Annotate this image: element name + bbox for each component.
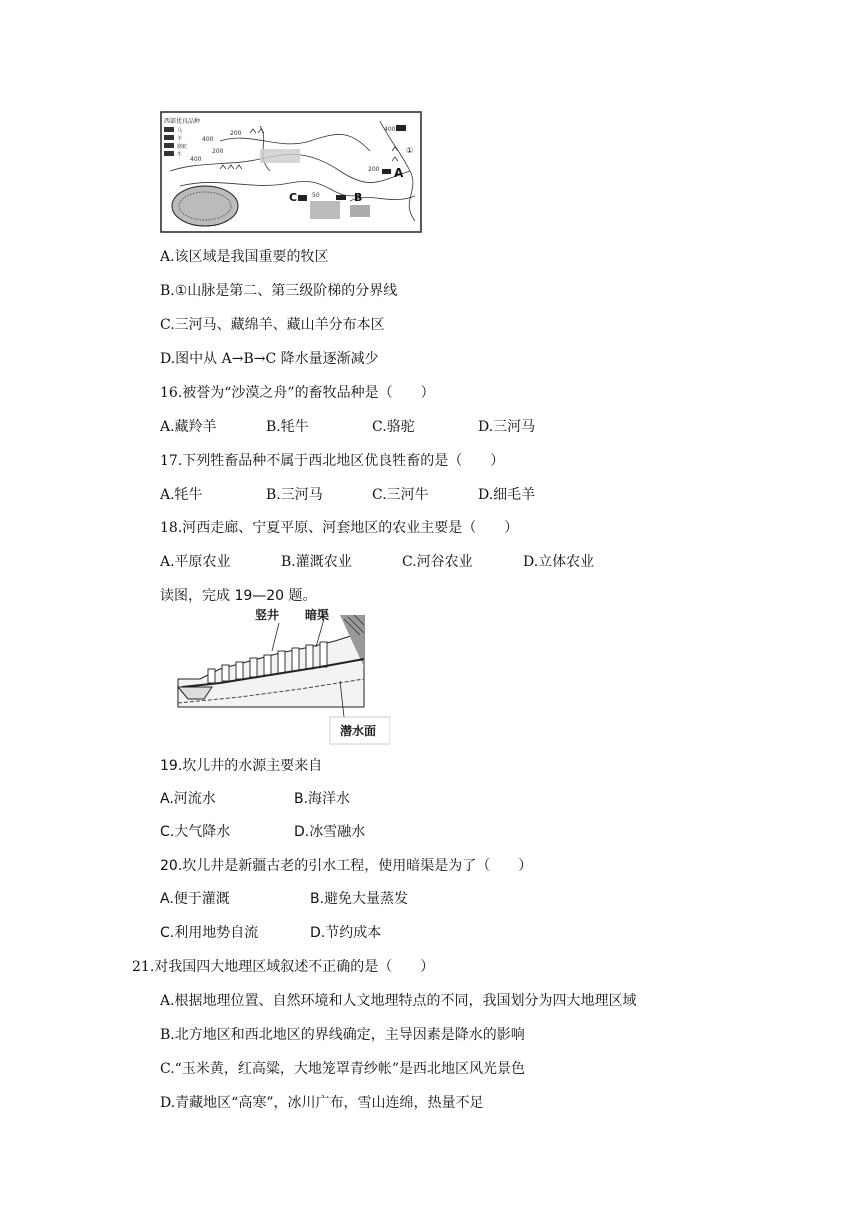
q21-option-b: B.北方地区和西北地区的界线确定，主导因素是降水的影响 [160,1027,525,1043]
q19-option-c: C.大气降水 [160,824,231,840]
livestock-map [160,111,422,233]
karez-svg [160,607,390,745]
q15-option-c: C.三河马、藏绵羊、藏山羊分布本区 [160,317,385,333]
q17-stem: 17.下列牲畜品种不属于西北地区优良牲畜的是（ ） [160,453,505,469]
q20-option-a: A.便于灌溉 [160,891,230,907]
contour-label: 400 [202,136,214,143]
contour-label: 400 [384,126,396,133]
q17-option-b: B.三河马 [266,487,323,503]
q20-option-b: B.避免大量蒸发 [310,891,409,907]
label-channel: 暗渠 [305,608,330,622]
q19-option-d: D.冰雪融水 [294,824,366,840]
legend-item-camel: 骆驼 [177,144,188,150]
q17-option-a: A.牦牛 [160,487,203,503]
q15-option-d: D.图中从 A→B→C 降水量逐渐减少 [160,351,379,367]
contour-label: 200 [230,130,242,137]
map-letter-c: C [289,191,298,204]
label-water-table: 潜水面 [340,724,377,738]
q15-option-a: A.该区域是我国重要的牧区 [160,249,329,265]
karez-diagram [160,607,390,745]
q18-option-a: A.平原农业 [160,554,231,570]
legend-item-sheep: 羊 [177,136,183,142]
q19-stem: 19.坎儿井的水源主要来自 [160,758,323,774]
q18-stem: 18.河西走廊、宁夏平原、河套地区的农业主要是（ ） [160,520,519,536]
map-svg [160,111,422,233]
intro-19-20: 读图，完成 19—20 题。 [160,588,317,604]
contour-label: 200 [212,148,224,155]
q16-option-d: D.三河马 [478,419,536,435]
map-letter-a: A [394,166,404,180]
q19-option-a: A.河流水 [160,791,216,807]
q16-option-a: A.藏羚羊 [160,419,217,435]
contour-label: 50 [312,192,320,199]
contour-label: 200 [368,166,380,173]
legend-item-cattle: 牛 [177,152,183,158]
q18-option-b: B.灌溉农业 [281,554,352,570]
q21-option-d: D.青藏地区“高寒”，冰川广布，雪山连绵，热量不足 [160,1095,484,1111]
q16-stem: 16.被誉为“沙漠之舟”的畜牧品种是（ ） [160,385,435,401]
map-letter-b: B [354,191,363,204]
legend-item-horse: 马 [177,128,183,134]
legend-title: 西部优良品种 [164,118,201,125]
q21-option-c: C.“玉米黄，红高粱，大地笼罩青纱帐”是西北地区风光景色 [160,1061,525,1077]
map-circled-one: ① [406,146,414,155]
q19-option-b: B.海洋水 [294,791,351,807]
q18-option-d: D.立体农业 [523,554,595,570]
contour-label: 400 [190,156,202,163]
q21-stem: 21.对我国四大地理区域叙述不正确的是（ ） [132,959,435,975]
q18-option-c: C.河谷农业 [402,554,473,570]
q17-option-d: D.细毛羊 [478,487,536,503]
q21-option-a: A.根据地理位置、自然环境和人文地理特点的不同，我国划分为四大地理区域 [160,993,637,1009]
q20-option-d: D.节约成本 [310,925,382,941]
q20-stem: 20.坎儿井是新疆古老的引水工程，使用暗渠是为了（ ） [160,858,533,874]
q15-option-b: B.①山脉是第二、第三级阶梯的分界线 [160,283,398,299]
label-shaft: 竖井 [255,608,280,622]
q16-option-b: B.牦牛 [266,419,309,435]
q20-option-c: C.利用地势自流 [160,925,259,941]
q17-option-c: C.三河牛 [372,487,429,503]
q16-option-c: C.骆驼 [372,419,415,435]
